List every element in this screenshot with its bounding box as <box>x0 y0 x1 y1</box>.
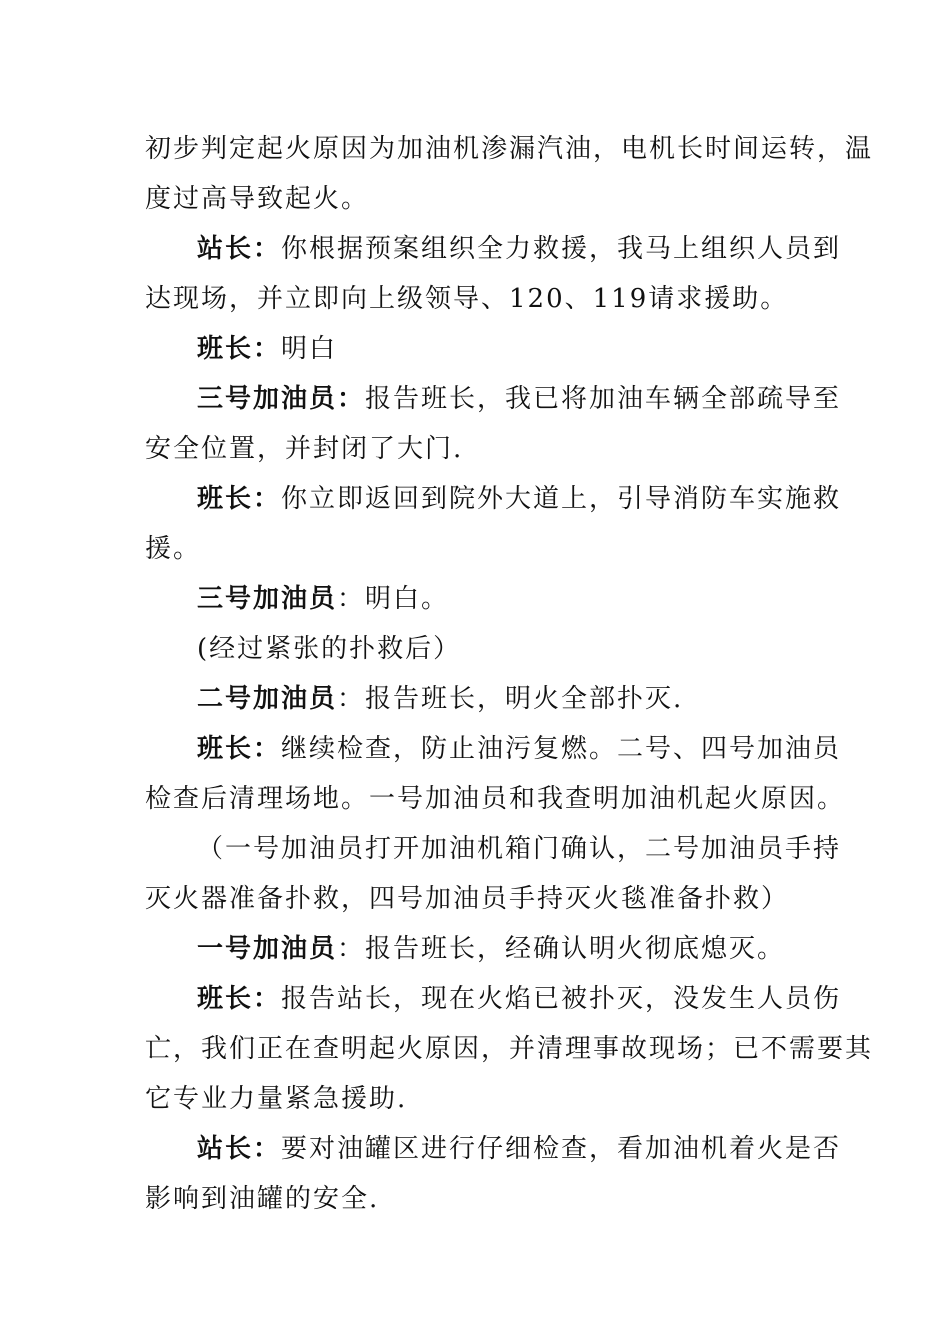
speaker-label: 三号加油员： <box>197 384 366 414</box>
text-line <box>145 1183 379 1215</box>
text-line <box>197 683 683 715</box>
speaker-label: 三号加油员 <box>197 584 338 614</box>
paragraph-text: 援。 <box>145 534 202 564</box>
stage-direction: 灭火器准备扑救，四号加油员手持灭火毯准备扑救） <box>145 884 790 914</box>
paragraph-text: 你立即返回到院外大道上，引导消防车实施救 <box>281 484 842 514</box>
paragraph-text: 检查后清理场地。一号加油员和我查明加油机起火原因。 <box>145 784 846 814</box>
paragraph-text: 它专业力量紧急援助. <box>145 1084 408 1114</box>
stage-direction: （一号加油员打开加油机箱门确认，二号加油员手持 <box>197 834 842 864</box>
paragraph-text: 你根据预案组织全力救援，我马上组织人员到 <box>281 234 842 264</box>
text-line <box>197 983 841 1015</box>
text-line <box>145 1033 873 1065</box>
text-line <box>145 533 201 565</box>
speaker-label: 班长： <box>197 734 282 764</box>
speaker-label: 班长： <box>197 984 282 1014</box>
paragraph-text: 度过高导致起火。 <box>145 184 370 214</box>
text-line <box>145 783 845 815</box>
paragraph-text: ：报告班长，明火全部扑灭. <box>337 684 684 714</box>
stage-direction: (经过紧张的扑救后） <box>197 634 462 664</box>
paragraph-text: 亡，我们正在查明起火原因，并清理事故现场；已不需要其 <box>145 1034 874 1064</box>
paragraph-text: 达现场，并立即向上级领导、120、119请求援助。 <box>145 284 789 314</box>
paragraph-text: ：报告班长，经确认明火彻底熄灭。 <box>337 934 786 964</box>
paragraph-text: 报告站长，现在火焰已被扑灭，没发生人员伤 <box>281 984 842 1014</box>
paragraph-text: 安全位置，并封闭了大门. <box>145 434 464 464</box>
text-line <box>197 483 841 515</box>
speaker-label: 一号加油员 <box>197 934 338 964</box>
text-line <box>197 933 785 965</box>
text-line <box>197 333 337 365</box>
text-line <box>197 833 841 865</box>
speaker-label: 站长： <box>197 1134 282 1164</box>
paragraph-text: 明白 <box>281 334 338 364</box>
text-line <box>197 583 449 615</box>
paragraph-text: 继续检查，防止油污复燃。二号、四号加油员 <box>281 734 842 764</box>
speaker-label: 班长： <box>197 484 282 514</box>
text-line <box>197 383 841 415</box>
paragraph-text: 报告班长，我已将加油车辆全部疏导至 <box>365 384 842 414</box>
text-line <box>145 883 789 915</box>
speaker-label: 站长： <box>197 234 282 264</box>
speaker-label: 班长： <box>197 334 282 364</box>
text-line <box>145 1083 407 1115</box>
text-line <box>145 183 369 215</box>
text-line <box>197 633 461 665</box>
text-line <box>197 1133 841 1165</box>
speaker-label: 二号加油员 <box>197 684 338 714</box>
text-line <box>197 233 841 265</box>
text-line <box>145 283 788 315</box>
text-line <box>145 433 463 465</box>
text-line <box>197 733 841 765</box>
paragraph-text: 影响到油罐的安全. <box>145 1184 380 1214</box>
text-line <box>145 133 873 165</box>
paragraph-text: 要对油罐区进行仔细检查，看加油机着火是否 <box>281 1134 842 1164</box>
paragraph-text: 初步判定起火原因为加油机渗漏汽油，电机长时间运转，温 <box>145 134 874 164</box>
paragraph-text: ：明白。 <box>337 584 450 614</box>
